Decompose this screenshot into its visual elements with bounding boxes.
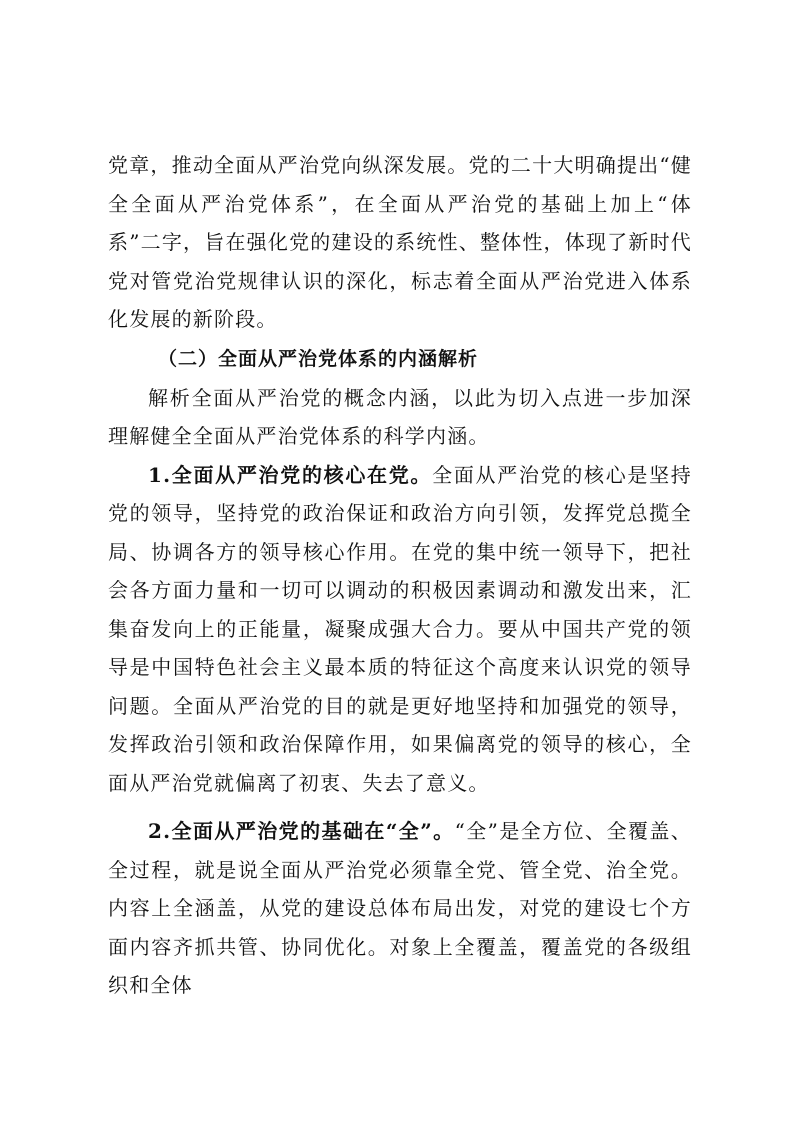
paragraph-core-lead: 1.全面从严治党的核心在党。 bbox=[148, 462, 433, 487]
paragraph-gap bbox=[108, 802, 692, 812]
section-heading: （二）全面从严治党体系的内涵解析 bbox=[158, 347, 479, 370]
paragraph-foundation bbox=[108, 812, 692, 1005]
paragraph-core-text: 全面从严治党的核心是坚持党的领导，坚持党的政治保证和政治方向引领，发挥党总揽全局、协调各方的领导核心作用。在党的集中统一领导下，把社会各方面力量和一切可以调动的积极因素调动和激发出来，汇集奋发向上的正能量，凝聚成强大合力。要从中国共产党的领导是中国特色社会主义最本质的特征这个高度来认识党的领导问题。全面从严治党的目的就是更好地坚持和加强党的领导，发挥政治引领和政治保障作用，如果偏离党的领导的核心，全面从严治党就偏离了初衷、失去了意义。 bbox=[108, 462, 692, 795]
paragraph-analysis: 解析全面从严治党的概念内涵，以此为切入点进一步加深理解健全全面从严治党体系的科学内涵。 bbox=[108, 385, 692, 448]
paragraph-core bbox=[108, 456, 692, 803]
document-body bbox=[108, 146, 692, 1005]
paragraph-foundation-lead: 2.全面从严治党的基础在“全”。 bbox=[148, 819, 455, 843]
paragraph-intro: 党章，推动全面从严治党向纵深发展。党的二十大明确提出“健全全面从严治党体系”，在全面从严治党的基础上加上“体系”二字，旨在强化党的建设的系统性、整体性，体现了新时代党对管党治党规律认识的深化，标志着全面从严治党进入体系化发展的新阶段。 bbox=[108, 153, 692, 331]
paragraph-foundation-text: “全”是全方位、全覆盖、全过程，就是说全面从严治党必须靠全党、管全党、治全党。内容上全涵盖，从党的建设总体布局出发，对党的建设七个方面内容齐抓共管、协同优化。对象上全覆盖，覆盖党的各级组织和全体 bbox=[108, 819, 692, 997]
